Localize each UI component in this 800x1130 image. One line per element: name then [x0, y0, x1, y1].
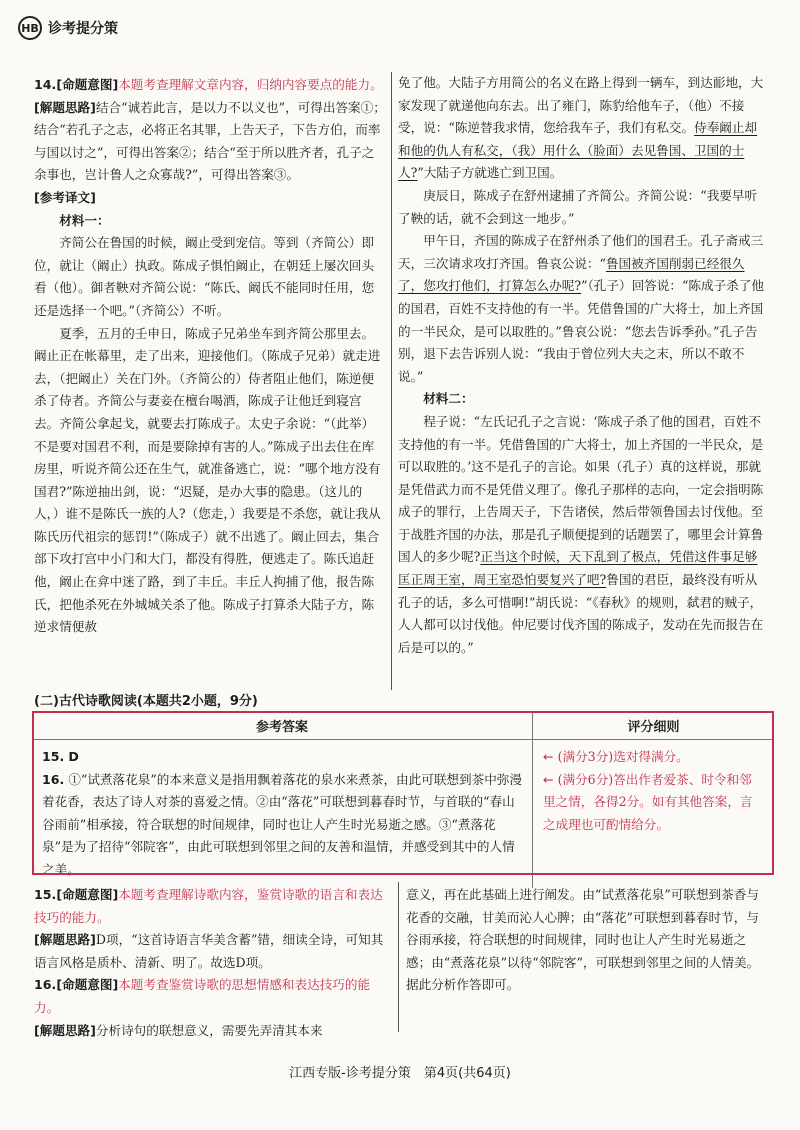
section-title: (二)古代诗歌阅读(本题共2小题，9分) [34, 694, 258, 709]
lower-left-column [34, 884, 386, 1042]
material1-para2-cont: 免了他。大陆子方用简公的名义在路上得到一辆车，到达耏地，大家发现了就递他向东去。出了雍门，陈豹给他车子，（他）不接受，说：“陈逆替我求情，您给我车子，我们有私交。侍奉阚止却和他的仇人有私交，（我）用什么（脸面）去见鲁国、卫国的士人?”大陆子方就逃亡到卫国。 [398, 75, 764, 181]
q15-intent: 15.[命题意图]本题考查理解诗歌内容，鉴赏诗歌的语言和表达技巧的能力。 [34, 887, 383, 925]
lower-right-column [406, 884, 768, 997]
arrow-left-icon: ← [543, 771, 554, 787]
material2-title: 材料二： [423, 391, 474, 407]
column-divider [391, 72, 392, 690]
brand-name: 诊考提分策 [48, 21, 118, 37]
page-header [18, 14, 118, 42]
answer-15: 15. D [42, 749, 79, 764]
score-cell [533, 740, 775, 888]
q16-intent: 16.[命题意图]本题考查鉴赏诗歌的思想情感和表达技巧的能力。 [34, 977, 371, 1015]
material1-para4: 甲午日，齐国的陈成子在舒州杀了他们的国君壬。孔子斋戒三天，三次请求攻打齐国。鲁哀公说：“鲁国被齐国削弱已经很久了，您攻打他们，打算怎么办呢?”（孔子）回答说：“陈成子杀了他的国君，百姓不支持他的有一半。凭借鲁国的广大将士，加上齐国的一半民众，是可以取胜的。”鲁哀公说：“您去告诉季孙。”孔子告别，退下去告诉别人说：“我由于曾位列大夫之末，所以不敢不说。” [398, 233, 764, 384]
material1-para1: 齐简公在鲁国的时候，阚止受到宠信。等到（齐简公）即位，就让（阚止）执政。陈成子惧怕阚止，在朝廷上屡次回头看（他）。御者鞅对齐简公说：“陈氏、阚氏不能同时任用，您还是选择一个吧。”（齐简公）不听。 [34, 235, 375, 318]
score-15: ← (满分3分)选对得满分。 [543, 749, 689, 764]
material2-para: 程子说：“左氏记孔子之言说：‘陈成子杀了他的国君，百姓不支持他的有一半。凭借鲁国的广大将士，加上齐国的一半民众，是可以取胜的。’这不是孔子的言论。如果（孔子）真的这样说，那就是凭借武力而不是凭借义理了。像孔子那样的志向，一定会指明陈成子的罪行，上告周天子，下告诸侯，然后带领鲁国去讨伐他。至于战胜齐国的办法，那是孔子顺便提到的话题罢了，哪里会计算鲁国人的多少呢?正当这个时候，天下乱到了极点，凭借这件事足够匡正周王室，周王室恐怕要复兴了吧?鲁国的君臣，最终没有听从孔子的话，多么可惜啊!”胡氏说：“《春秋》的规则，弑君的贼子，人人都可以讨伐他。仲尼要讨伐齐国的陈成子，发动在先而报告在后是可以的。” [398, 413, 764, 655]
left-column [34, 74, 386, 639]
page-footer: 江西专版-诊考提分策 第4页(共64页) [289, 1066, 511, 1081]
material1-para3: 庚辰日，陈成子在舒州逮捕了齐简公。齐简公说：“我要早听了鞅的话，就不会到这一地步。” [398, 187, 758, 226]
material1-title: 材料一： [59, 212, 110, 228]
q14-idea: [解题思路]结合“诚若此言，是以力不以义也”，可得出答案①；结合“若孔子之志，必将正名其罪，上告天子，下告方伯，而率与国以讨之”，可得出答案②；结合“至于所以胜齐者，孔子之余事也，岂计鲁人之众寡哉?”，可得出答案③。 [34, 99, 386, 183]
answer-cell [32, 740, 533, 888]
q16-idea-cont: 意义，再在此基础上进行阐发。由“试煮落花泉”可联想到茶香与花香的交融，甘美而沁人心脾；由“落花”可联想到暮春时节，与谷雨承接，符合联想的时间规律，同时也让人产生时光易逝之感；由“煮落花泉”以待“邻院客”，可联想到邻里之间的人情美。据此分析作答即可。 [406, 887, 760, 993]
brand-logo: HB [18, 16, 42, 40]
material1-para2: 夏季，五月的壬申日，陈成子兄弟坐车到齐简公那里去。阚止正在帐幕里，走了出来，迎接他们。（陈成子兄弟）就走进去，（把阚止）关在门外。（齐简公的）侍者阻止他们，陈逆便杀了侍者。齐简公与妻妾在檀台喝酒，陈成子让他迁到寝宫去。齐简公拿起戈，就要去打陈成子。太史子余说：“（此举）不是要对国君不利，而是要除掉有害的人。”陈成子出去住在库房里，听说齐简公还在生气，就准备逃亡，说：“哪个地方没有国君?”陈逆抽出剑，说：“迟疑，是办大事的隐患。（这儿的人，）谁不是陈氏一族的人?（您走，）我要是不杀您，就让我从陈氏历代祖宗的惩罚!”（陈成子）就不出逃了。阚止回去，集合部下攻打宫中小门和大门，都没有得胜，便逃走了。陈氏追赶他，阚止在弇中迷了路，到了丰丘。丰丘人拘捕了他，报告陈氏，把他杀死在外城城关杀了他。陈成子打算杀大陆子方，陈逆求情便赦 [34, 325, 381, 635]
answer-16: 16. ①“试煮落花泉”的本来意义是指用飘着落花的泉水来煮茶，由此可联想到茶中弥漫着花香，表达了诗人对茶的喜爱之情。②由“落花”可联想到暮春时节，与首联的“春山谷雨前”相承接，符合联想的时间规律，同时也让人产生时光易逝之感。③“煮落花泉”是为了招待“邻院客”，由此可联想到邻里之间的友善和温情，并感受到其中的人情之美。 [42, 771, 522, 877]
right-column [398, 72, 766, 659]
q14-intent: 14.[命题意图]本题考查理解文章内容，归纳内容要点的能力。 [34, 77, 383, 92]
q15-idea: [解题思路]D项，“这首诗语言华美含蓄”错，细读全诗，可知其语言风格是质朴、清新、明了。故选D项。 [34, 932, 384, 970]
translation-heading: [参考译文] [34, 189, 96, 205]
score-16: ← (满分6分)答出作者爱茶、时令和邻里之情，各得2分。如有其他答案，言之成理也可酌情给分。 [543, 771, 753, 832]
score-col-header: 评分细则 [533, 711, 775, 740]
lower-column-divider [398, 882, 399, 1032]
q16-idea: [解题思路]分析诗句的联想意义，需要先弄清其本来 [34, 1022, 323, 1038]
answer-col-header: 参考答案 [32, 711, 533, 740]
answer-table [32, 711, 774, 888]
arrow-left-icon: ← [543, 749, 554, 764]
